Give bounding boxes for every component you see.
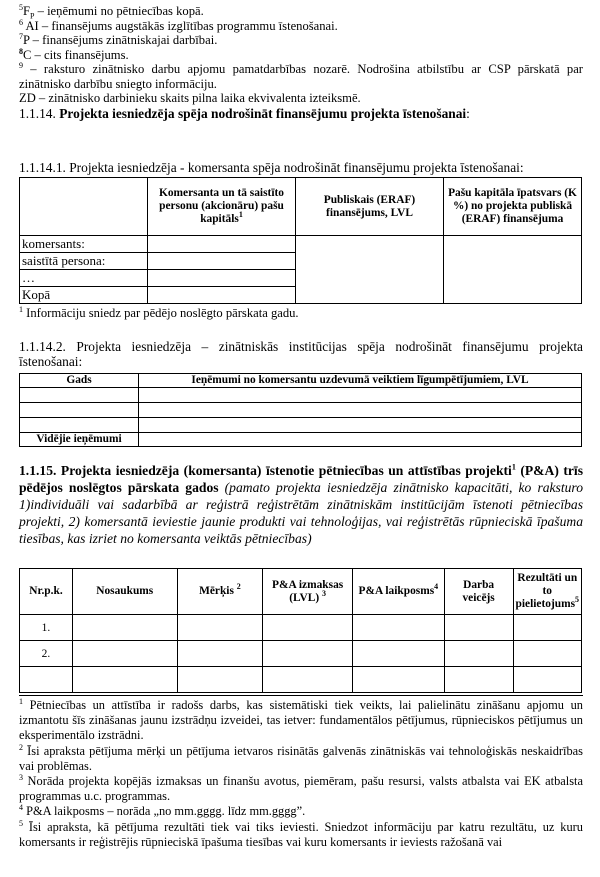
col-header-nr: Nr.p.k. — [20, 569, 73, 615]
col-header-period: P&A laikposms$^4$ — [352, 569, 444, 615]
table-cell[interactable] — [148, 236, 296, 253]
table-cell[interactable] — [513, 667, 581, 693]
table-cell[interactable] — [177, 641, 263, 667]
footnote-2: $^2$ Īsi apraksta pētījuma mērķi un pētījuma ietvaros risinātās galvenās zinātniskās vai tehnoloģiskās neskaidrības vai problēmas. — [19, 742, 583, 773]
table-cell[interactable] — [139, 388, 582, 403]
row-label: Kopā — [20, 287, 148, 304]
footnote-5: $^5$ Īsi apraksta, kā pētījuma rezultāti tiek vai tiks ieviesti. Sniedzot informāciju par katru rezultātu, uz kuru komersants ir reģistrējis rūpnieciskā īpašuma tiesības vai kuru komersants ir ieviests ražošanā vai — [19, 818, 583, 849]
table-cell[interactable] — [263, 667, 353, 693]
footnote-1: $^1$ Pētniecības un attīstība ir radošs darbs, kas sistemātiski tiek veikts, lai palielinātu zināšanu apjomu un izmantotu šīs zināšanas jaunu izstrādņu izveidei, tas ietver: fundamentālos pētījumus, rūpnieciskos pētījumus un eksperimentālo izstrādni. — [19, 696, 583, 743]
table-cell[interactable] — [148, 270, 296, 287]
table-cell[interactable] — [177, 667, 263, 693]
capital-table — [19, 177, 582, 304]
section-11141-title: 1.1.14.1. Projekta iesniedzēja - komersanta spēja nodrošināt finansējumu projekta īstenošanai: — [19, 160, 524, 175]
contract-research-table — [19, 373, 582, 447]
col-header-name: Nosaukums — [72, 569, 177, 615]
note-ai: $^6$ AI – finansējums augstākās izglītības programmu īstenošanai. — [19, 17, 338, 33]
col-header-equity: Komersanta un tā saistīto personu (akcionāru) pašu kapitāls$^1$ — [148, 178, 296, 236]
table-cell[interactable] — [139, 403, 582, 418]
row-label: … — [20, 270, 148, 287]
col-header-blank — [20, 178, 148, 236]
table-cell[interactable] — [20, 418, 139, 433]
note-9: $^9$ – raksturo zinātnisko darbu apjomu pamatdarbības nozarē. Nodrošina atbilstību ar CSP pārskatā par zinātnisko darbību sniegto informāciju. — [19, 60, 583, 91]
col-header-performer: Darba veicējs — [444, 569, 513, 615]
col-header-costs: P&A izmaksas (LVL) $^3$ — [263, 569, 353, 615]
section-1115-heading: 1.1.15. Projekta iesniedzēja (komersanta) īstenotie pētniecības un attīstības projekti$^1$ (P&A) trīs pēdējos noslēgtos pārskata gados (pamato projekta iesniedzēja zinātnisko kapacitāti, ko raksturo 1)individuāli vai sadarbībā ar reģistrā reģistrētām zinātniskām institūcijām īstenoti pētniecības projekti, 2) komersantā ieviestie jaunie produkti vai tehnoloģijas, vai reģistrētās rūpnieciskā īpašuma tiesības, kas izriet no komersanta veiktās pētniecības) — [19, 462, 584, 546]
table-cell[interactable] — [352, 615, 444, 641]
table-cell[interactable] — [513, 615, 581, 641]
col-header-public: Publiskais (ERAF) finansējums, LVL — [296, 178, 444, 236]
note-zd: ZD – zinātnisko darbinieku skaits pilna laika ekvivalenta izteiksmē. — [19, 91, 361, 105]
top-notes — [19, 4, 583, 121]
table-cell[interactable] — [139, 418, 582, 433]
table-cell[interactable] — [72, 615, 177, 641]
table-cell[interactable] — [444, 667, 513, 693]
table-cell[interactable] — [72, 641, 177, 667]
table-cell[interactable] — [513, 641, 581, 667]
col-header-revenue: Ieņēmumi no komersantu uzdevumā veiktiem līgumpētījumiem, LVL — [139, 374, 582, 388]
table-cell[interactable] — [444, 615, 513, 641]
table-cell[interactable] — [352, 667, 444, 693]
table-cell[interactable] — [148, 287, 296, 304]
footnote-4: $^4$ P&A laikposms – norāda „no mm.gggg. līdz mm.gggg”. — [19, 803, 306, 819]
table-cell[interactable] — [20, 667, 73, 693]
col-header-goal: Mērķis $^2$ — [177, 569, 263, 615]
table-cell[interactable] — [20, 388, 139, 403]
note-fp: $^5F_P$ – ieņēmumi no pētniecības kopā. — [19, 2, 204, 21]
table-cell[interactable] — [263, 615, 353, 641]
row-label-average: Vidējie ieņēmumi — [20, 433, 139, 447]
table-cell[interactable] — [148, 253, 296, 270]
col-header-results: Rezultāti un to pielietojums$^5$ — [513, 569, 581, 615]
rd-projects-table — [19, 568, 582, 693]
col-header-share: Pašu kapitāla īpatsvars (K %) no projekta publiskā (ERAF) finansējuma — [444, 178, 582, 236]
note-c: $^8$C – cits finansējums. — [19, 46, 129, 62]
table-cell[interactable] — [139, 433, 582, 447]
row-label: saistītā persona: — [20, 253, 148, 270]
row-label: komersants: — [20, 236, 148, 253]
note-p: $^7$P – finansējums zinātniskajai darbībai. — [19, 31, 218, 47]
table-cell[interactable] — [296, 236, 444, 304]
table-cell[interactable] — [444, 641, 513, 667]
section-11142-title: 1.1.14.2. Projekta iesniedzēja – zinātniskās institūcijas spēja nodrošināt finansējumu projekta īstenošanai: — [19, 339, 583, 369]
section-1114-heading: 1.1.14. Projekta iesniedzēja spēja nodrošināt finansējumu projekta īstenošanai: — [19, 105, 470, 121]
bottom-footnotes — [19, 695, 583, 850]
col-header-year: Gads — [20, 374, 139, 388]
table-footnote: $^1$ Informāciju sniedz par pēdējo noslēgto pārskata gadu. — [19, 304, 299, 320]
row-number: 2. — [20, 641, 73, 667]
table-cell[interactable] — [20, 403, 139, 418]
table-cell[interactable] — [177, 615, 263, 641]
table-cell[interactable] — [72, 667, 177, 693]
table-cell[interactable] — [352, 641, 444, 667]
row-number: 1. — [20, 615, 73, 641]
table-cell[interactable] — [444, 236, 582, 304]
footnote-3: $^3$ Norāda projekta kopējās izmaksas un finanšu avotus, piemēram, pašu resursi, valsts atbalsta vai EK atbalsta programmas u.c. programmas. — [19, 772, 583, 804]
table-cell[interactable] — [263, 641, 353, 667]
